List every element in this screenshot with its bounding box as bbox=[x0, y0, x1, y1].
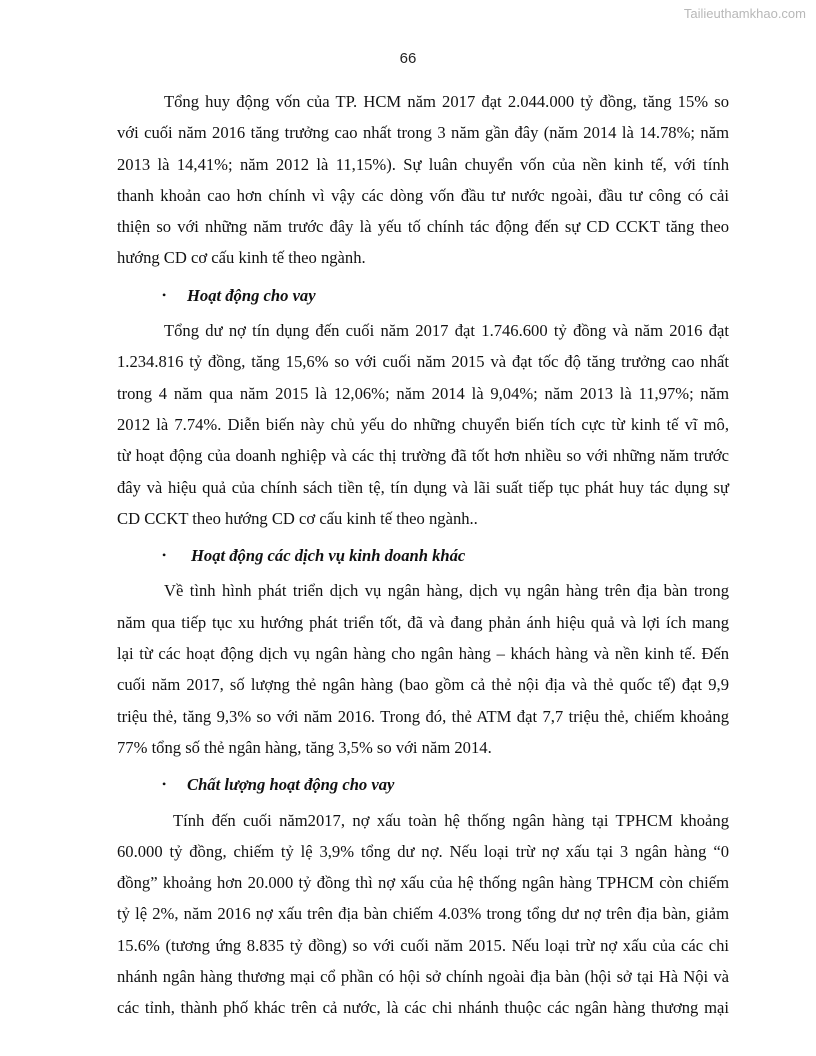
text-line: nhánh ngân hàng thương mại cổ phần có hội sở chính ngoài địa bàn (hội sở tại Hà Nội và bbox=[117, 967, 729, 987]
paragraph-banking-services bbox=[117, 575, 729, 763]
watermark-text: Tailieuthamkhao.com bbox=[683, 6, 806, 21]
bullet-icon: • bbox=[162, 777, 167, 792]
text-line: Tổng dư nợ tín dụng đến cuối năm 2017 đạt 1.746.600 tỷ đồng và năm 2016 đạt bbox=[164, 321, 729, 341]
text-line: 2013 là 14,41%; năm 2012 là 11,15%). Sự luân chuyển vốn của nền kinh tế, với tính bbox=[117, 154, 729, 174]
heading-lending-quality bbox=[117, 769, 729, 800]
heading-lending-activity bbox=[117, 280, 729, 311]
heading-text: Hoạt động các dịch vụ kinh doanh khác bbox=[191, 546, 466, 566]
bullet-icon: • bbox=[162, 287, 167, 302]
page-number: 66 bbox=[399, 50, 417, 67]
text-line: 1.234.816 tỷ đồng, tăng 15,6% so với cuối năm 2015 và đạt tốc độ tăng trưởng cao nhất bbox=[117, 352, 729, 372]
heading-text: Hoạt động cho vay bbox=[187, 285, 316, 305]
text-line: 77% tổng số thẻ ngân hàng, tăng 3,5% so với năm 2014. bbox=[117, 737, 492, 757]
paragraph-credit-balance bbox=[117, 315, 729, 534]
text-line: 15.6% (tương ứng 8.835 tỷ đồng) so với cuối năm 2015. Nếu loại trừ nợ xấu của các chi bbox=[117, 935, 729, 955]
paragraph-bad-debt bbox=[117, 805, 729, 1024]
text-line: hướng CD cơ cấu kinh tế theo ngành. bbox=[117, 248, 366, 268]
text-line: Về tình hình phát triển dịch vụ ngân hàng, dịch vụ ngân hàng trên địa bàn trong bbox=[164, 581, 729, 601]
heading-other-services bbox=[117, 540, 729, 571]
text-line: triệu thẻ, tăng 9,3% so với năm 2016. Trong đó, thẻ ATM đạt 7,7 triệu thẻ, chiếm khoảng bbox=[117, 706, 729, 726]
text-line: tỷ lệ 2%, năm 2016 nợ xấu trên địa bàn chiếm 4.03% trong tổng dư nợ trên địa bàn, giảm bbox=[117, 904, 729, 924]
text-line: lại từ các hoạt động dịch vụ ngân hàng cho ngân hàng – khách hàng và nền kinh tế. Đến bbox=[117, 644, 729, 664]
text-line: thanh khoản cao hơn chính vì vậy các dòng vốn đầu tư nước ngoài, đầu tư công có cải bbox=[117, 185, 729, 205]
text-line: cuối năm 2017, số lượng thẻ ngân hàng (bao gồm cả thẻ nội địa và thẻ quốc tế) đạt 9,9 bbox=[117, 675, 729, 695]
paragraph-capital-mobilization bbox=[117, 86, 729, 274]
text-line: trong 4 năm qua năm 2015 là 12,06%; năm 2014 là 9,04%; năm 2013 là 11,97%; năm bbox=[117, 383, 729, 403]
text-line: Tổng huy động vốn của TP. HCM năm 2017 đạt 2.044.000 tỷ đồng, tăng 15% so bbox=[164, 92, 729, 111]
text-line: thiện so với những năm trước đây là yếu tố chính tác động đến sự CD CCKT tăng theo bbox=[117, 217, 729, 237]
text-line: 60.000 tỷ đồng, chiếm tỷ lệ 3,9% tổng dư nợ. Nếu loại trừ nợ xấu tại 3 ngân hàng “0 bbox=[117, 841, 729, 861]
text-line: năm qua tiếp tục xu hướng phát triển tốt, đã và đang phản ánh hiệu quả và lợi ích mang bbox=[117, 612, 729, 632]
text-line: với cuối năm 2016 tăng trưởng cao nhất trong 3 năm gần đây (năm 2014 là 14.78%; năm bbox=[117, 123, 729, 143]
text-line: đồng” khoảng hơn 20.000 tỷ đồng thì nợ xấu của hệ thống ngân hàng TPHCM còn chiếm bbox=[117, 873, 729, 893]
text-line: Tính đến cuối năm2017, nợ xấu toàn hệ thống ngân hàng tại TPHCM khoảng bbox=[173, 810, 729, 830]
text-line: các tỉnh, thành phố khác trên cả nước, là các chi nhánh thuộc các ngân hàng thương mại bbox=[117, 998, 729, 1018]
bullet-icon: • bbox=[162, 548, 167, 563]
text-line: 2012 là 7.74%. Diễn biến này chủ yếu do những chuyển biến tích cực từ kinh tế vĩ mô, bbox=[117, 414, 729, 434]
text-line: CD CCKT theo hướng CD cơ cấu kinh tế theo ngành.. bbox=[117, 508, 478, 528]
text-line: từ hoạt động của doanh nghiệp và các thị trường đã tốt hơn nhiều so với những năm trước bbox=[117, 446, 729, 466]
document-body bbox=[117, 86, 729, 1024]
text-line: đây và hiệu quả của chính sách tiền tệ, tín dụng và lãi suất tiếp tục phát huy tác dụng sự bbox=[117, 477, 729, 497]
heading-text: Chất lượng hoạt động cho vay bbox=[187, 775, 395, 795]
